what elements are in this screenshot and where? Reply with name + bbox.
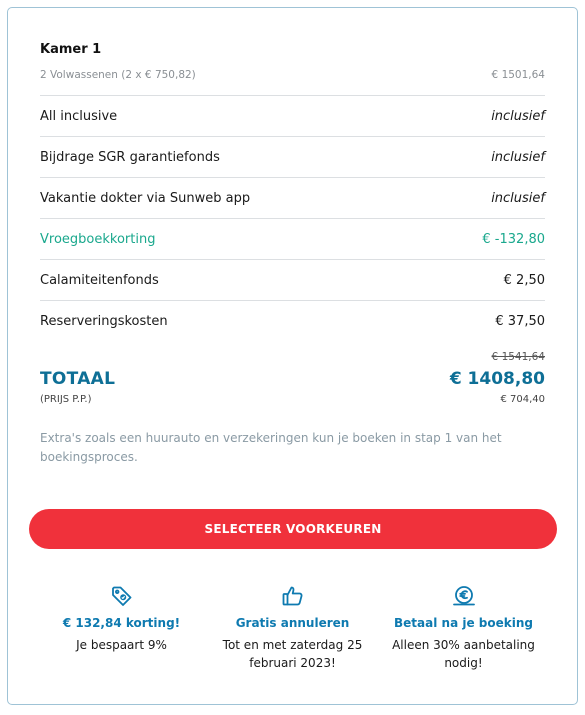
line-item-sgr [40,136,545,177]
discount-tag-icon [110,584,134,608]
extras-note: Extra's zoals een huurauto en verzekeringen kun je boeken in stap 1 van het boekingsproces. [40,431,502,464]
line-items [40,95,545,341]
line-item-value: € 2,50 [503,272,545,288]
line-item-label: Vakantie dokter via Sunweb app [40,190,251,206]
usp-title: € 132,84 korting! [62,616,181,630]
line-item-vakantie-dokter [40,177,545,218]
line-item-vroegboekkorting [40,218,545,259]
total-label: TOTAAL [40,369,116,389]
usp-list [36,584,549,672]
price-summary-card [7,7,578,705]
select-preferences-button[interactable]: SELECTEER VOORKEUREN [29,509,557,549]
line-item-reserveringskosten [40,300,545,341]
line-item-value: inclusief [491,190,545,206]
usp-description: Alleen 30% aanbetaling nodig! [392,638,535,670]
per-person-label: (PRIJS P.P.) [40,394,92,405]
line-item-label: Reserveringskosten [40,313,168,329]
line-item-value: € -132,80 [482,231,545,247]
per-person-price: € 704,40 [500,394,545,405]
usp-discount [36,584,207,672]
line-item-value: inclusief [491,149,545,165]
room-occupants: 2 Volwassenen (2 x € 750,82) [40,69,196,81]
line-item-label: Calamiteitenfonds [40,272,159,288]
old-total-price: € 1541,64 [491,351,545,363]
line-item-calamiteitenfonds [40,259,545,300]
line-item-label: Vroegboekkorting [40,231,156,247]
line-item-all-inclusive [40,95,545,136]
usp-description: Tot en met zaterdag 25 februari 2023! [222,638,363,670]
line-item-value: € 37,50 [495,313,545,329]
line-item-label: All inclusive [40,108,118,124]
usp-pay-after-booking [378,584,549,672]
usp-title: Betaal na je boeking [394,616,533,630]
usp-description: Je bespaart 9% [76,638,167,652]
euro-piggy-icon [451,584,477,608]
thumbs-up-icon [281,584,305,608]
usp-free-cancellation [207,584,378,672]
room-title: Kamer 1 [40,42,102,57]
line-item-label: Bijdrage SGR garantiefonds [40,149,220,165]
total-price: € 1408,80 [449,369,545,389]
usp-title: Gratis annuleren [235,616,350,630]
line-item-value: inclusief [491,108,545,124]
room-price: € 1501,64 [491,69,545,81]
